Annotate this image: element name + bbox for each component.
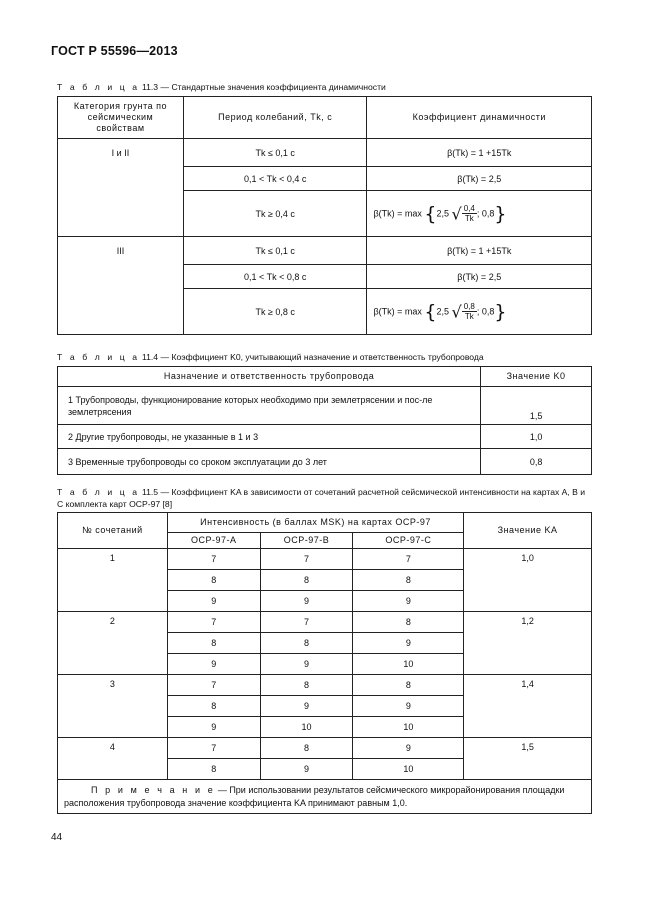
intensity-a: 7 <box>167 738 260 759</box>
left-brace-icon: { <box>424 202 437 225</box>
period-cell: Tk ≤ 0,1 с <box>183 237 367 265</box>
intensity-c: 10 <box>353 759 464 780</box>
intensity-c: 9 <box>353 591 464 612</box>
intensity-c: 9 <box>353 696 464 717</box>
note-text: — При использовании результатов сейсмического микрорайонирования площадки расположения трубопровода значение коэффициента KA принимают равным 1,0. <box>64 784 565 808</box>
intensity-b: 9 <box>260 654 353 675</box>
intensity-c: 8 <box>353 612 464 633</box>
coef-cell: β(Tk) = 2,5 <box>367 265 592 289</box>
table1-caption-prefix: Т а б л и ц а <box>57 82 140 92</box>
col-header-purpose: Назначение и ответственность трубопровода <box>58 367 481 387</box>
coef-cell: β(Tk) = 1 +15Tk <box>367 237 592 265</box>
intensity-c: 10 <box>353 654 464 675</box>
col-header-period: Период колебаний, Tk, с <box>183 97 367 139</box>
intensity-c: 10 <box>353 717 464 738</box>
ka-value: 1,0 <box>464 549 592 612</box>
intensity-b: 8 <box>260 633 353 654</box>
formula-prefix: β(Tk) = max <box>373 305 422 316</box>
coef-formula-cell <box>367 289 592 335</box>
period-cell: Tk ≤ 0,1 с <box>183 139 367 167</box>
table-intensity-combinations <box>57 512 592 814</box>
table-purpose-coefficient <box>57 366 592 475</box>
purpose-cell: 2 Другие трубопроводы, не указанные в 1 и 3 <box>58 425 481 449</box>
period-cell: Tk ≥ 0,4 с <box>183 191 367 237</box>
period-cell: 0,1 < Tk < 0,4 с <box>183 167 367 191</box>
intensity-a: 8 <box>167 696 260 717</box>
intensity-c: 7 <box>353 549 464 570</box>
intensity-b: 7 <box>260 549 353 570</box>
intensity-b: 8 <box>260 738 353 759</box>
intensity-c: 8 <box>353 675 464 696</box>
coef-cell: β(Tk) = 1 +15Tk <box>367 139 592 167</box>
intensity-c: 9 <box>353 738 464 759</box>
table2-caption-prefix: Т а б л и ц а <box>57 352 140 362</box>
note-prefix: П р и м е ч а н и е <box>91 784 216 795</box>
intensity-b: 9 <box>260 759 353 780</box>
ka-value: 1,5 <box>464 738 592 780</box>
col-header-combo: № сочетаний <box>58 513 168 549</box>
ka-value: 1,4 <box>464 675 592 738</box>
period-cell: 0,1 < Tk < 0,8 с <box>183 265 367 289</box>
purpose-cell: 1 Трубопроводы, функционирование которых необходимо при землетрясении и пос-ле землетрясения <box>58 387 481 425</box>
intensity-b: 9 <box>260 591 353 612</box>
intensity-a: 8 <box>167 633 260 654</box>
sub-header-b: ОСР-97-В <box>260 533 353 549</box>
sqrt-icon: √ <box>451 204 462 223</box>
table3-caption-text: 11.5 — Коэффициент KA в зависимости от сочетаний расчетной сейсмической интенсивности на картах А, В и С комплекта карт ОСР-97 [8] <box>57 487 586 509</box>
fraction <box>462 204 477 223</box>
table2-caption <box>57 351 484 363</box>
coef-cell: β(Tk) = 2,5 <box>367 167 592 191</box>
intensity-a: 7 <box>167 549 260 570</box>
sub-header-c: ОСР-97-С <box>353 533 464 549</box>
intensity-a: 8 <box>167 759 260 780</box>
intensity-b: 8 <box>260 570 353 591</box>
col-header-k0: Значение K0 <box>481 367 592 387</box>
sqrt-icon: √ <box>451 302 462 321</box>
intensity-a: 7 <box>167 675 260 696</box>
intensity-c: 8 <box>353 570 464 591</box>
fraction-numerator: 0,8 <box>463 302 475 311</box>
intensity-c: 9 <box>353 633 464 654</box>
col-header-ka: Значение KA <box>464 513 592 549</box>
fraction-numerator: 0,4 <box>463 204 475 213</box>
page-number: 44 <box>51 832 63 843</box>
purpose-cell: 3 Временные трубопроводы со сроком эксплуатации до 3 лет <box>58 449 481 475</box>
intensity-b: 9 <box>260 696 353 717</box>
left-brace-icon: { <box>424 300 437 323</box>
intensity-a: 9 <box>167 591 260 612</box>
combo-number: 2 <box>58 612 168 675</box>
intensity-b: 8 <box>260 675 353 696</box>
formula-a: 2,5 <box>436 305 450 316</box>
intensity-a: 9 <box>167 654 260 675</box>
table1-caption <box>57 81 386 93</box>
fraction-denominator: Tk <box>464 214 474 223</box>
table3-caption-prefix: Т а б л и ц а <box>57 487 140 497</box>
category-cell: III <box>58 237 184 335</box>
intensity-a: 9 <box>167 717 260 738</box>
fraction <box>462 302 477 321</box>
coef-formula-cell <box>367 191 592 237</box>
intensity-a: 8 <box>167 570 260 591</box>
table-dynamic-coefficient <box>57 96 592 335</box>
table1-caption-text: 11.3 — Стандартные значения коэффициента динамичности <box>141 82 386 92</box>
formula-a: 2,5 <box>436 207 450 218</box>
sub-header-a: ОСР-97-А <box>167 533 260 549</box>
col-header-intensity: Интенсивность (в баллах MSK) на картах ОСР-97 <box>167 513 463 533</box>
intensity-b: 7 <box>260 612 353 633</box>
fraction-denominator: Tk <box>464 312 474 321</box>
document-header: ГОСТ Р 55596—2013 <box>51 44 178 58</box>
table3-caption <box>57 486 592 510</box>
period-cell: Tk ≥ 0,8 с <box>183 289 367 335</box>
col-header-category: Категория грунта по сейсмическим свойствам <box>58 97 184 139</box>
ka-value: 1,2 <box>464 612 592 675</box>
right-brace-icon: } <box>494 202 507 225</box>
intensity-b: 10 <box>260 717 353 738</box>
col-header-coefficient: Коэффициент динамичности <box>367 97 592 139</box>
table-note <box>58 780 592 814</box>
table2-caption-text: 11.4 — Коэффициент K0, учитывающий назначение и ответственность трубопровода <box>141 352 484 362</box>
formula-prefix: β(Tk) = max <box>373 207 422 218</box>
value-cell: 1,0 <box>481 425 592 449</box>
intensity-a: 7 <box>167 612 260 633</box>
value-cell: 0,8 <box>481 449 592 475</box>
right-brace-icon: } <box>494 300 507 323</box>
formula-b: ; 0,8 <box>476 207 495 218</box>
category-cell: I и II <box>58 139 184 237</box>
combo-number: 4 <box>58 738 168 780</box>
value-cell: 1,5 <box>481 387 592 425</box>
combo-number: 1 <box>58 549 168 612</box>
combo-number: 3 <box>58 675 168 738</box>
formula-b: ; 0,8 <box>476 305 495 316</box>
